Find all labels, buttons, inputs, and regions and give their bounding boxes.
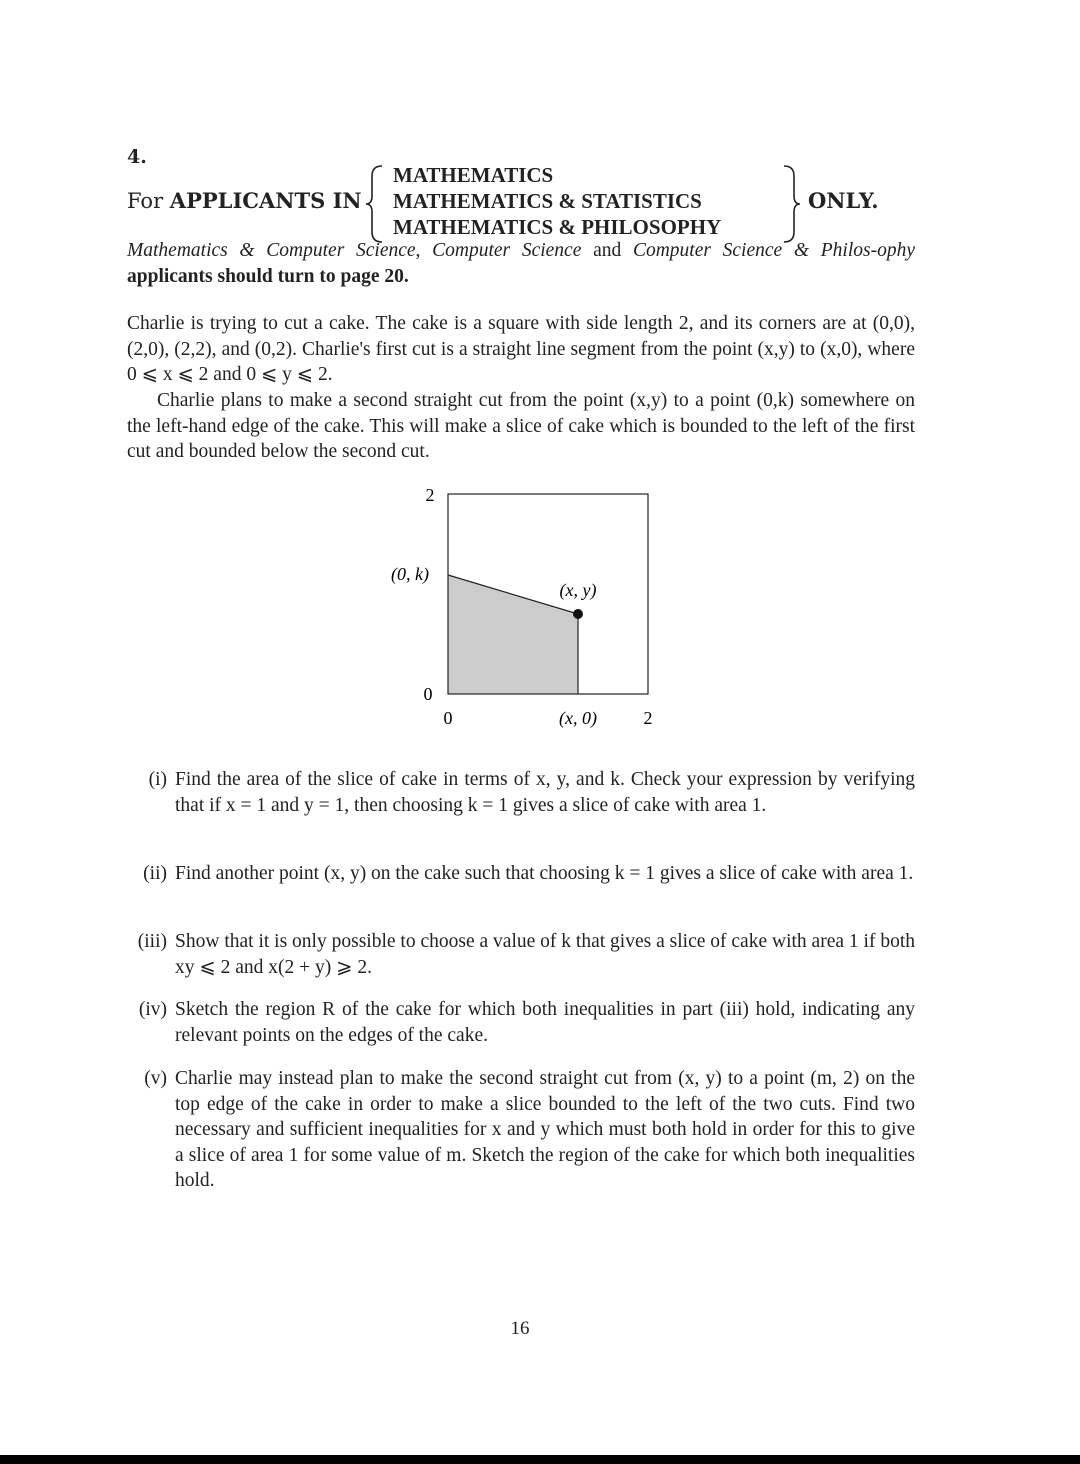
label-y-2: 2	[425, 485, 435, 505]
part-label: (iv)	[138, 999, 167, 1020]
for-applicants-label	[127, 188, 362, 213]
page-number: 16	[510, 1318, 530, 1339]
redirect-note	[127, 238, 915, 290]
part-label: (iii)	[137, 931, 167, 952]
intro-paragraph-2: Charlie plans to make a second straight cut from the point (x,y) to a point (0,k) somewhere on the left-hand edge of the cake. This will make a slice of cake which is bounded to the left of the first cut and bounded below the second cut.	[127, 390, 915, 462]
screen-bottom-bar	[0, 1455, 1080, 1464]
label-x0-point: (x, 0)	[559, 708, 597, 728]
left-brace	[364, 164, 386, 244]
intro-paragraph-1: Charlie is trying to cut a cake. The cake is a square with side length 2, and its corners are at (0,0), (2,0), (2,2), and (0,2). Charlie's first cut is a straight line segment from the point (x,y) to (x,0), where 0 ⩽ x ⩽ 2 and 0 ⩽ y ⩽ 2.	[127, 313, 915, 385]
course-csp: Computer Science & Philos-ophy	[632, 240, 915, 261]
label-0k: (0, k)	[391, 564, 429, 584]
right-brace	[780, 164, 802, 244]
question-number: 4.	[127, 146, 147, 168]
subject-maths-stats: MATHEMATICS & STATISTICS	[393, 189, 702, 213]
subject-maths-philosophy: MATHEMATICS & PHILOSOPHY	[393, 215, 722, 239]
label-xy: (x, y)	[559, 580, 597, 600]
course-cs: Computer Science	[432, 240, 582, 261]
point-xy-marker	[573, 609, 583, 619]
cake-slice-region	[448, 575, 578, 694]
applicants-in: APPLICANTS IN	[169, 188, 362, 213]
part-iv	[127, 997, 915, 1048]
for-prefix: For	[127, 189, 164, 213]
part-text: Find the area of the slice of cake in terms of x, y, and k. Check your expression by verifying that if x = 1 and y = 1, then choosing k = 1 gives a slice of cake with area 1.	[175, 769, 915, 816]
course-mcs: Mathematics & Computer Science	[127, 240, 416, 261]
part-text: Charlie may instead plan to make the second straight cut from (x, y) to a point (m, 2) on the top edge of the cake in order to make a slice bounded to the left of the two cuts. Find two necessary and sufficient inequalities for x and y which must both hold in order for this to give a slice of area 1 for some value of m. Sketch the region of the cake for which both inequalities hold.	[175, 1068, 915, 1191]
part-iii	[127, 929, 915, 980]
label-x-2: 2	[643, 708, 653, 728]
redirect-and: and	[593, 240, 622, 261]
part-i	[127, 767, 915, 818]
part-text: Sketch the region R of the cake for which both inequalities in part (iii) hold, indicating any relevant points on the edges of the cake.	[175, 999, 915, 1046]
label-x-0: 0	[443, 708, 453, 728]
subject-mathematics: MATHEMATICS	[393, 163, 554, 187]
redirect-sep: ,	[415, 240, 421, 261]
part-label: (v)	[144, 1068, 167, 1089]
only-label: ONLY.	[808, 188, 879, 213]
subject-list	[393, 162, 721, 240]
part-text: Find another point (x, y) on the cake such that choosing k = 1 gives a slice of cake with area 1.	[175, 863, 914, 884]
part-label: (i)	[148, 769, 167, 790]
part-v	[127, 1066, 915, 1194]
part-text: Show that it is only possible to choose a value of k that gives a slice of cake with area 1 if both xy ⩽ 2 and x(2 + y) ⩾ 2.	[175, 931, 915, 978]
part-ii	[127, 861, 915, 887]
label-y-0: 0	[423, 684, 433, 704]
cake-diagram	[380, 480, 680, 740]
redirect-instruction: applicants should turn to page 20.	[127, 266, 409, 287]
part-label: (ii)	[143, 863, 167, 884]
